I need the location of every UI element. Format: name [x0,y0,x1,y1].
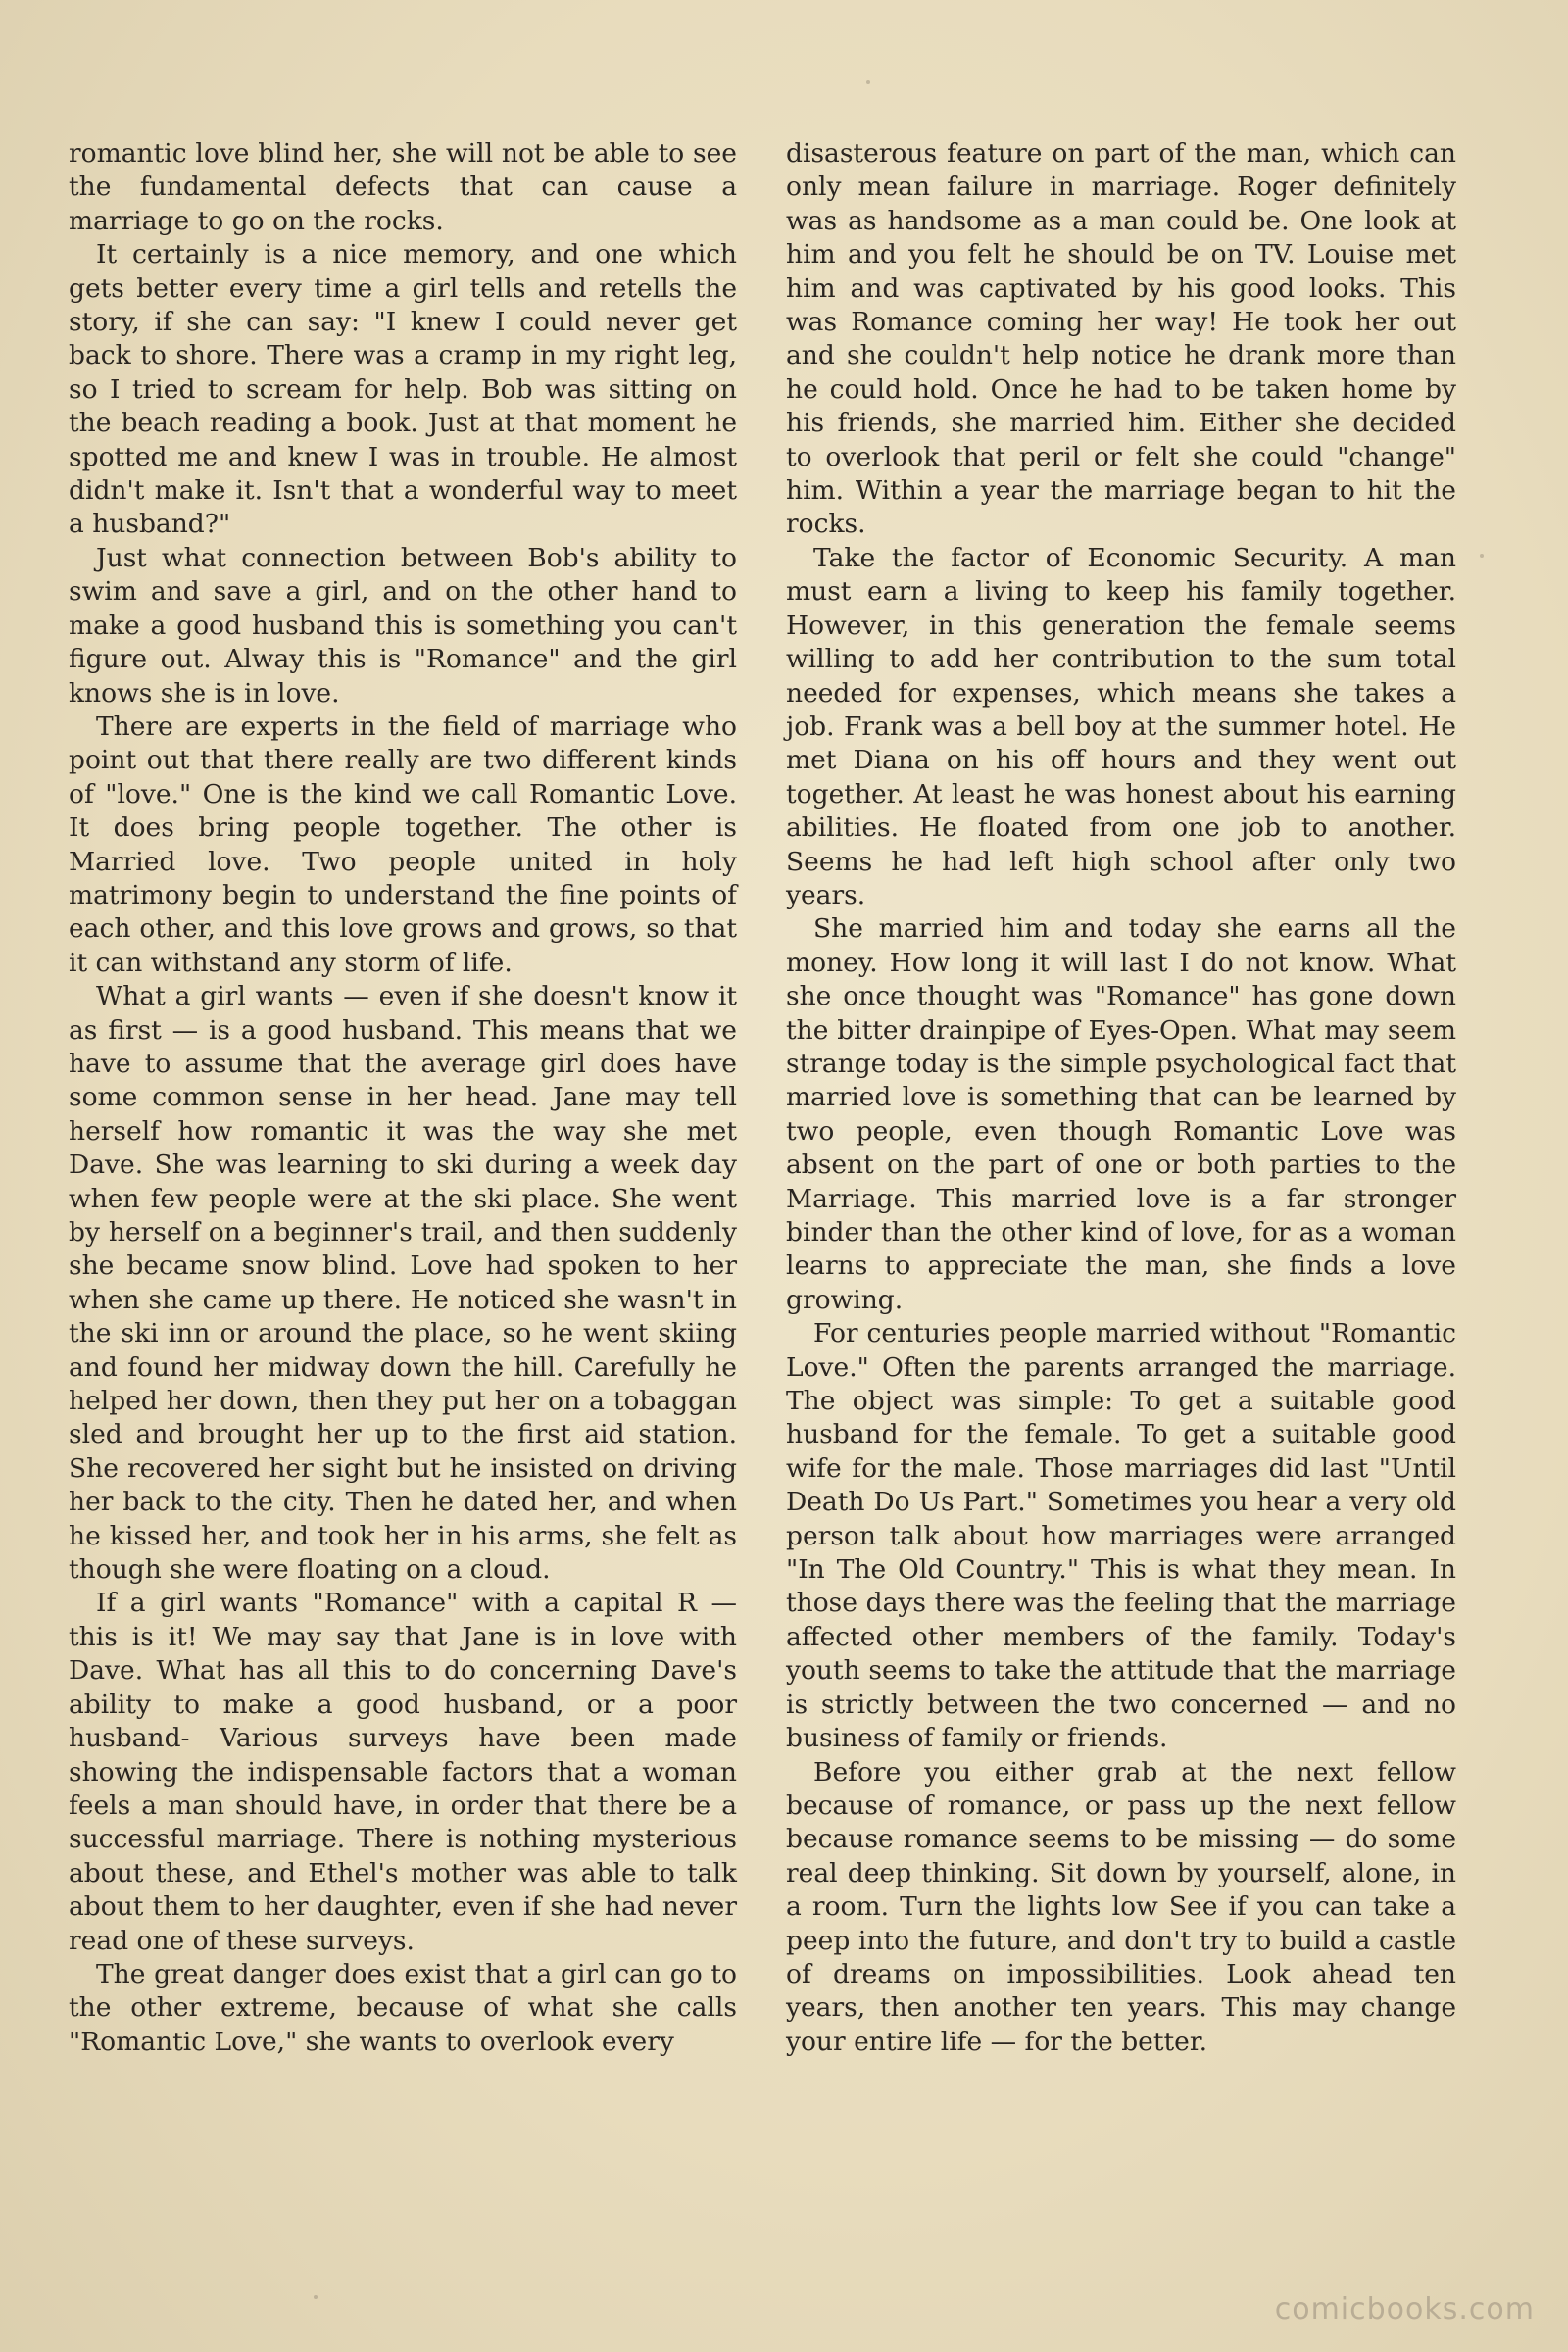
paragraph: There are experts in the field of marriage who point out that there really are two different kinds of "love." One is the kind we call Romantic Love. It does bring people together. The other is Married love. Two people united in holy matrimony begin to understand the fine points of each other, and this love grows and grows, so that it can withstand any storm of life. [69,710,737,978]
paragraph: What a girl wants — even if she doesn't know it as first — is a good husband. This means that we have to assume that the average girl does have some common sense in her head. Jane may tell herself how romantic it was the way she met Dave. She was learning to ski during a week day when few people were at the ski place. She went by herself on a beginner's trail, and then suddenly she became snow blind. Love had spoken to her when she came up there. He noticed she wasn't in the ski inn or around the place, so he went skiing and found her midway down the hill. Carefully he helped her down, then they put her on a tobaggan sled and brought her up to the first aid station. She recovered her sight but he insisted on driving her back to the city. Then he dated her, and when he kissed her, and took her in his arms, she felt as though she were floating on a cloud. [69,981,737,1586]
right-column [786,137,1456,2059]
paragraph: The great danger does exist that a girl can go to the other extreme, because of what she calls "Romantic Love," she wants to overlook every [69,1958,737,2057]
print-speck [314,2295,318,2299]
paragraph: For centuries people married without "Romantic Love." Often the parents arranged the marriage. The object was simple: To get a suitable good husband for the female. To get a suitable good wife for the male. Those marriages did last "Until Death Do Us Part." Sometimes you hear a very old person talk about how marriages were arranged "In The Old Country." This is what they mean. In those days there was the feeling that the marriage affected other members of the family. Today's youth seems to take the attitude that the marriage is strictly between the two concerned — and no business of family or friends. [786,1318,1456,1754]
print-speck [1480,554,1484,558]
paragraph: Take the factor of Economic Security. A man must earn a living to keep his family together. However, in this generation the female seems willing to add her contribution to the sum total needed for expenses, which means she takes a job. Frank was a bell boy at the summer hotel. He met Diana on his off hours and they went out together. At least he was honest about his earning abilities. He floated from one job to another. Seems he had left high school after only two years. [786,542,1456,910]
paragraph: She married him and today she earns all the money. How long it will last I do not know. What she once thought was "Romance" has gone down the bitter drainpipe of Eyes-Open. What may seem strange today is the simple psychological fact that married love is something that can be learned by two people, even though Romantic Love was absent on the part of one or both parties to the Marriage. This married love is a far stronger binder than the other kind of love, for as a woman learns to appreciate the man, she finds a love growing. [786,913,1456,1315]
watermark: comicbooks.com [1274,2292,1535,2327]
paragraph: Before you either grab at the next fellow because of romance, or pass up the next fellow because romance seems to be missing — do some real deep thinking. Sit down by yourself, alone, in a room. Turn the lights low See if you can take a peep into the future, and don't try to build a castle of dreams on impossibilities. Look ahead ten years, then another ten years. This may change your entire life — for the better. [786,1756,1456,2057]
paragraph: romantic love blind her, she will not be able to see the fundamental defects that can cause a marriage to go on the rocks. [69,138,737,236]
paragraph: If a girl wants "Romance" with a capital R — this is it! We may say that Jane is in love with Dave. What has all this to do concerning Dave's ability to make a good husband, or a poor husband- Various surveys have been made showing the indispensable factors that a woman feels a man should have, in order that there be a successful marriage. There is nothing mysterious about these, and Ethel's mother was able to talk about them to her daughter, even if she had never read one of these surveys. [69,1588,737,1956]
left-column [69,137,737,2059]
paragraph: It certainly is a nice memory, and one which gets better every time a girl tells and retells the story, if she can say: "I knew I could never get back to shore. There was a cramp in my right leg, so I tried to scream for help. Bob was sitting on the beach reading a book. Just at that moment he spotted me and knew I was in trouble. He almost didn't make it. Isn't that a wonderful way to meet a husband?" [69,239,737,540]
paragraph: disasterous feature on part of the man, which can only mean failure in marriage. Roger definitely was as handsome as a man could be. One look at him and you felt he should be on TV. Louise met him and was captivated by his good looks. This was Romance coming her way! He took her out and she couldn't help notice he drank more than he could hold. Once he had to be taken home by his friends, she married him. Either she decided to overlook that peril or felt she could "change" him. Within a year the marriage began to hit the rocks. [786,138,1456,540]
paragraph: Just what connection between Bob's ability to swim and save a girl, and on the other hand to make a good husband this is something you can't figure out. Alway this is "Romance" and the girl knows she is in love. [69,542,737,709]
print-speck [866,80,870,84]
